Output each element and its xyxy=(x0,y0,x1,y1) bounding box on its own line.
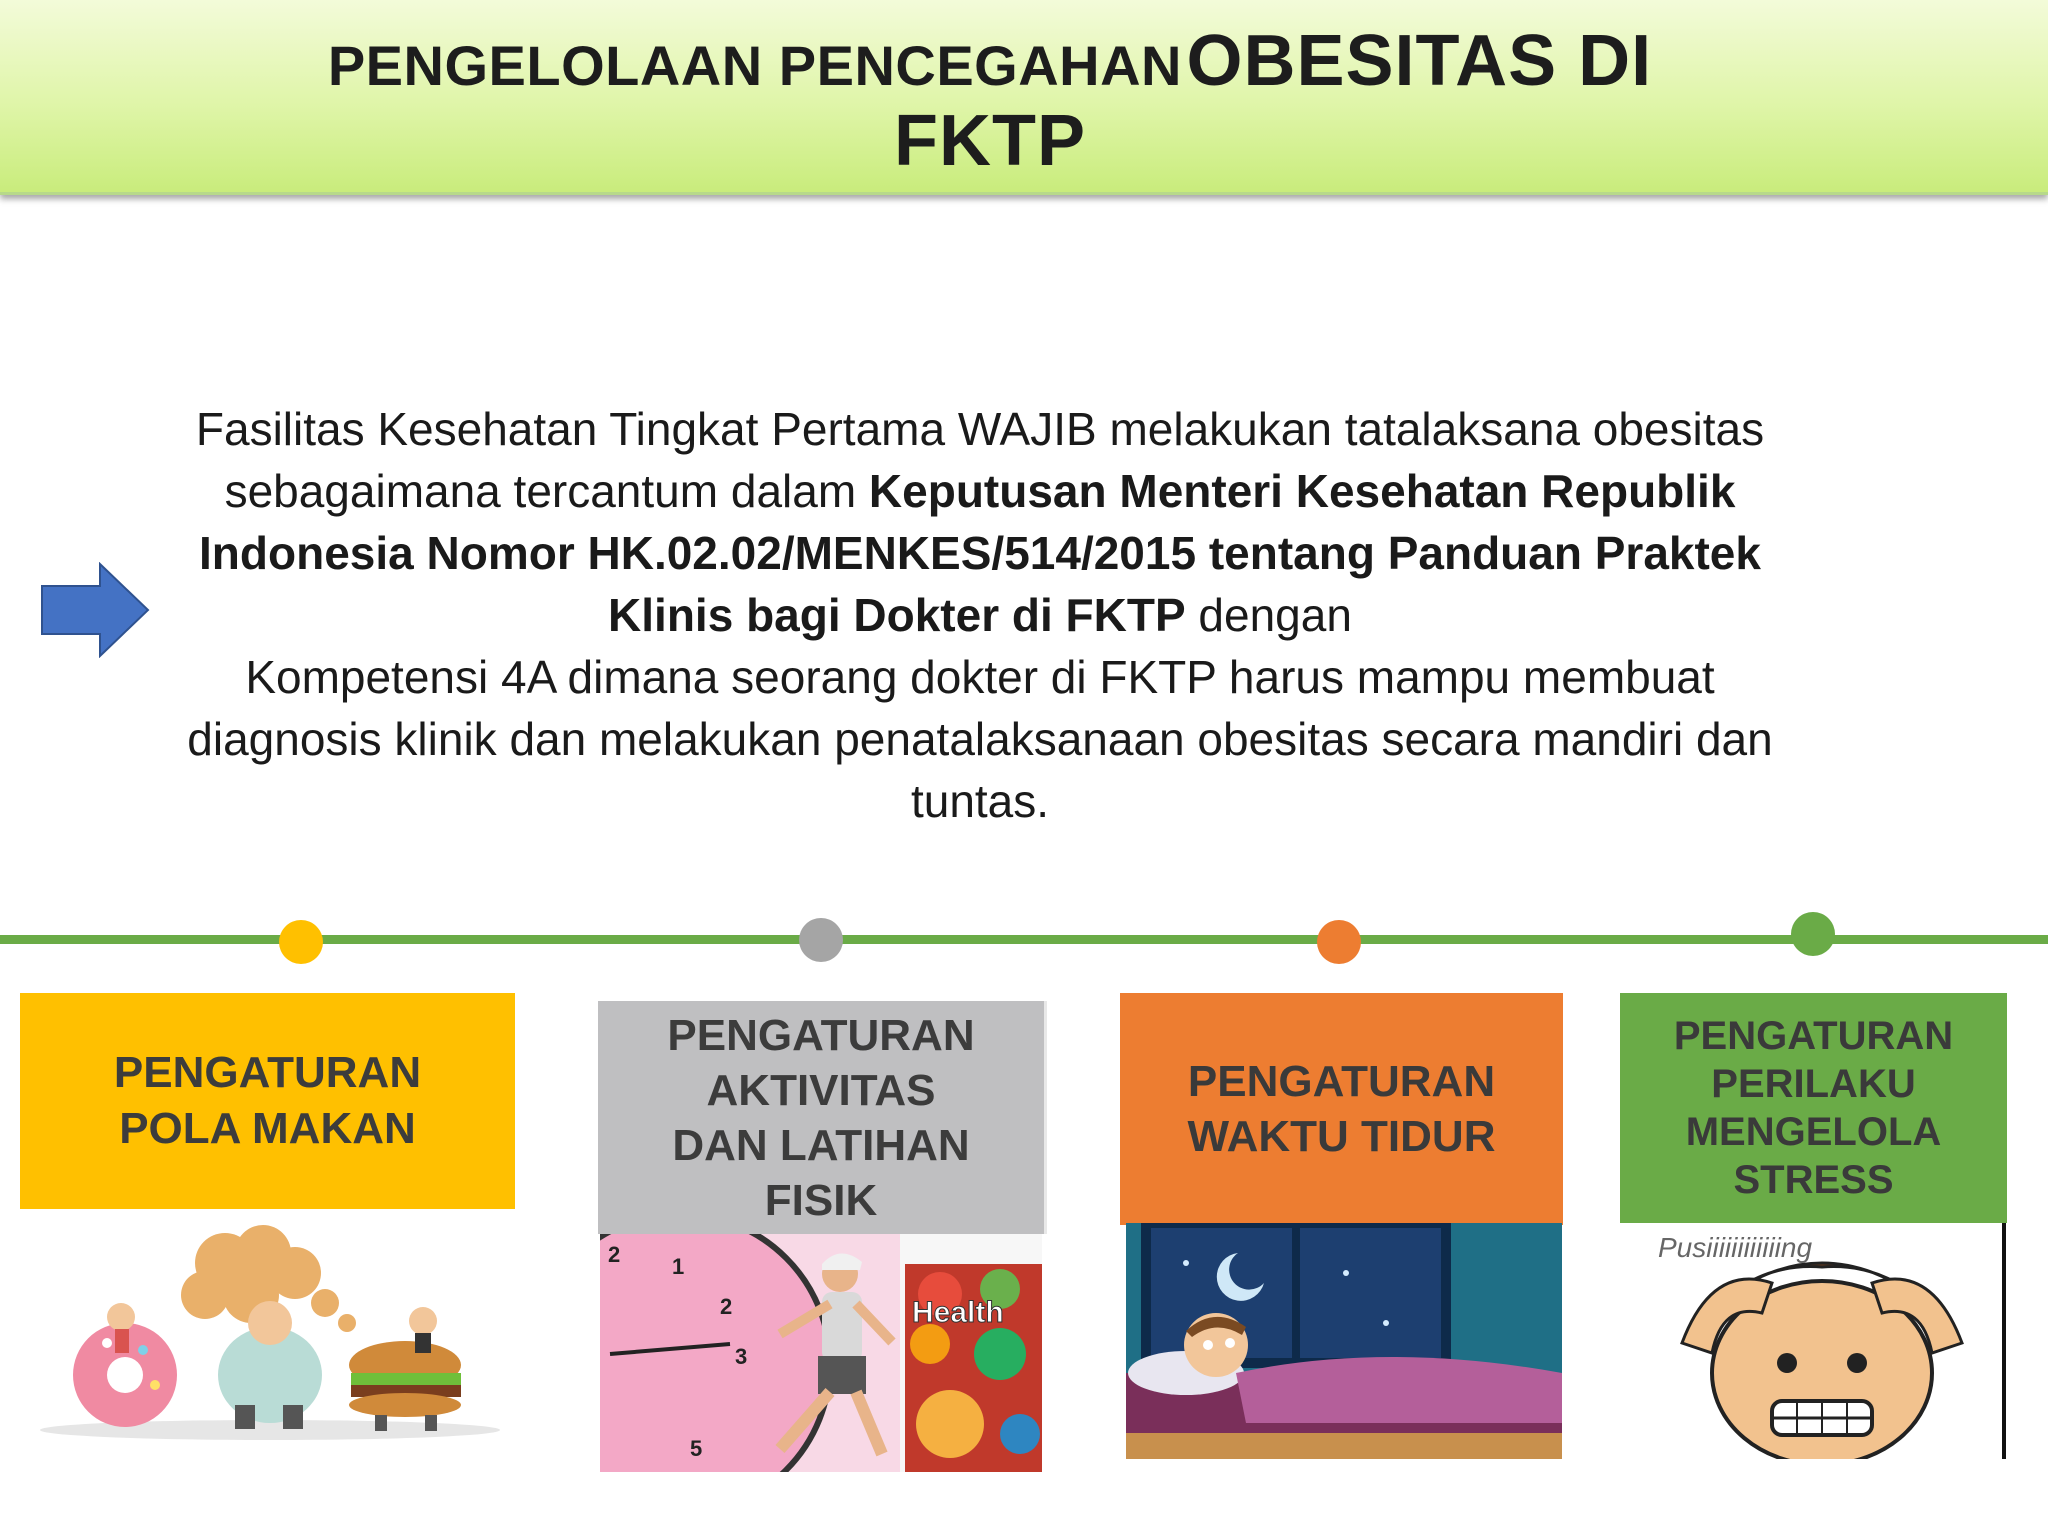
card-waktu-tidur xyxy=(1120,993,1563,1225)
timeline-dot-yellow xyxy=(279,920,323,964)
card-line: FISIK xyxy=(764,1175,878,1225)
timeline-dot-gray xyxy=(799,918,843,962)
paragraph-competency: Kompetensi 4A dimana seorang dokter di FKTP harus mampu membuat diagnosis klinik dan melakukan penatalaksanaan obesitas secara mandiri dan tuntas. xyxy=(187,651,1773,827)
svg-text:Health: Health xyxy=(912,1296,1004,1329)
card-line: WAKTU TIDUR xyxy=(1187,1112,1496,1161)
card-line: PENGATURAN xyxy=(113,1048,422,1097)
slide-title xyxy=(0,20,1980,102)
paragraph-tail: dengan xyxy=(1185,589,1352,641)
svg-text:2: 2 xyxy=(608,1242,621,1267)
card-line: PERILAKU xyxy=(1711,1062,1916,1106)
title-part1: PENGELOLAAN PENCEGAHAN xyxy=(327,34,1182,97)
runner-clock-health-illustration xyxy=(600,1234,1042,1472)
svg-text:1: 1 xyxy=(672,1254,685,1279)
card-pola-makan xyxy=(20,993,515,1209)
main-paragraph xyxy=(160,398,1800,832)
right-arrow-icon xyxy=(40,562,150,658)
card-line: PENGATURAN xyxy=(1187,1057,1496,1106)
card-line: AKTIVITAS xyxy=(706,1065,936,1115)
timeline-dot-orange xyxy=(1317,920,1361,964)
card-perilaku-stress xyxy=(1620,993,2007,1223)
card-line: POLA MAKAN xyxy=(119,1104,416,1153)
svg-text:5: 5 xyxy=(690,1436,703,1461)
card-line: DAN LATIHAN xyxy=(672,1120,970,1170)
title-bar xyxy=(0,0,2048,195)
card-line: PENGATURAN xyxy=(667,1010,975,1060)
food-characters-illustration xyxy=(25,1225,515,1440)
card-line: PENGATURAN xyxy=(1673,1014,1954,1058)
sleeping-man-illustration xyxy=(1126,1223,1562,1459)
timeline-dot-green xyxy=(1791,912,1835,956)
title-part2: OBESITAS DI xyxy=(1186,21,1653,101)
svg-text:3: 3 xyxy=(735,1344,748,1369)
title-line2: FKTP xyxy=(894,101,1086,181)
paragraph-bold-reference: Keputusan Menteri Kesehatan Republik Indonesia Nomor HK.02.02/MENKES/514/2015 tentang Panduan Praktek Klinis bagi Dokter di FKTP xyxy=(199,465,1761,641)
card-aktivitas-fisik xyxy=(598,1001,1047,1234)
stress-caption: Pusiiiiiiiiiiiing xyxy=(1658,1232,1813,1263)
stressed-man-illustration xyxy=(1622,1223,2006,1459)
svg-text:2: 2 xyxy=(720,1294,733,1319)
card-line: MENGELOLA xyxy=(1685,1110,1942,1154)
paragraph-text: Fasilitas Kesehatan Tingkat Pertama WAJIB melakukan tatalaksana obesitas sebagaimana tercantum dalam xyxy=(195,403,1765,517)
card-line: STRESS xyxy=(1733,1158,1894,1202)
